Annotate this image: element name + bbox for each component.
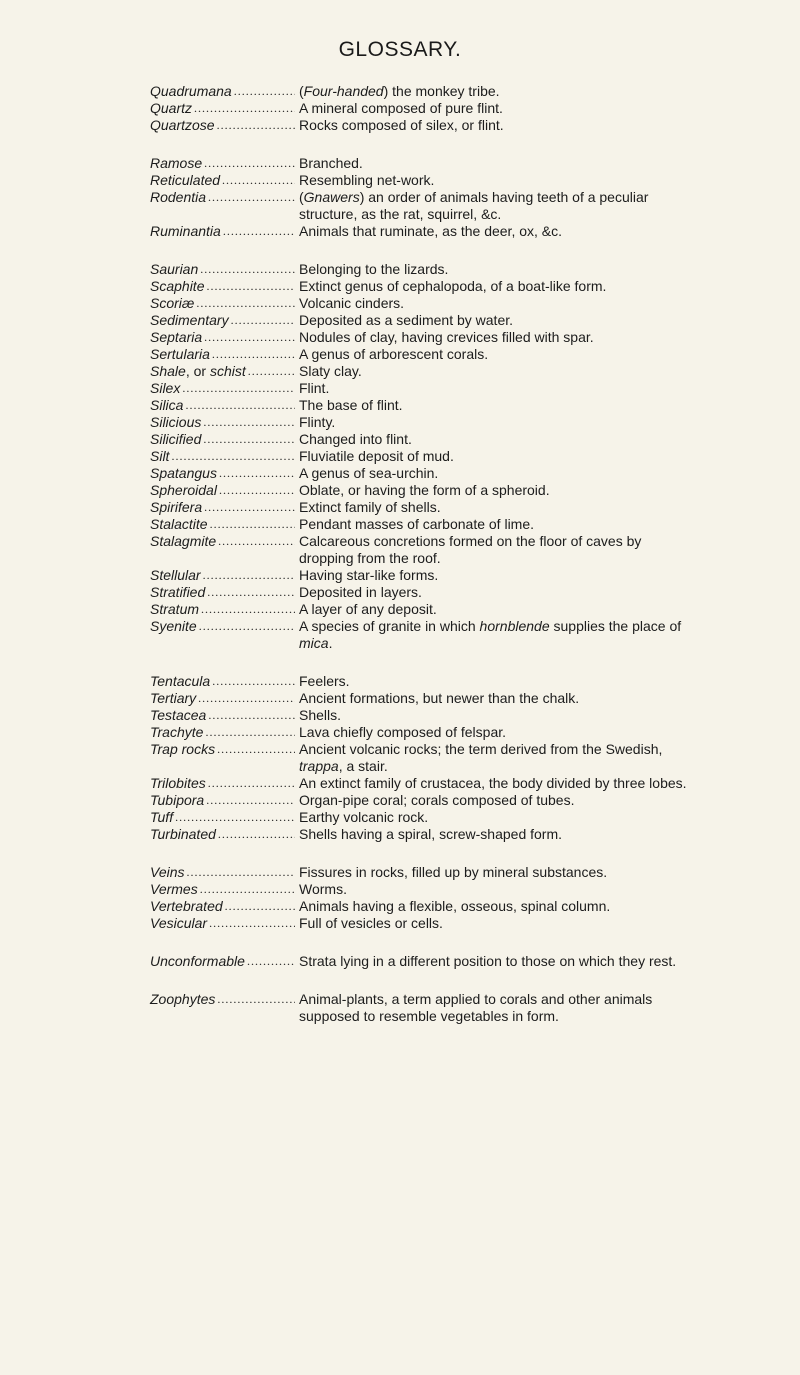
glossary-definition: Shells having a spiral, screw-shaped form. xyxy=(299,826,563,842)
dot-leader xyxy=(199,618,295,635)
dot-leader xyxy=(217,741,295,758)
glossary-term: Trap rocks xyxy=(150,741,216,757)
glossary-definition: Ancient formations, but newer than the chalk. xyxy=(299,690,580,706)
glossary-entry xyxy=(0,775,800,792)
glossary-entry xyxy=(0,601,800,618)
glossary-entry xyxy=(0,117,800,134)
glossary-definition: Volcanic cinders. xyxy=(299,295,405,311)
glossary-term-cell xyxy=(0,397,295,414)
dot-leader xyxy=(222,172,295,189)
glossary-term-cell xyxy=(0,881,295,898)
glossary-term: Ramose xyxy=(150,155,203,171)
dot-leader xyxy=(247,953,295,970)
glossary-entry xyxy=(0,261,800,278)
glossary-term: Vermes xyxy=(150,881,198,897)
glossary-definition: Resembling net-work. xyxy=(299,172,435,188)
glossary-term-cell xyxy=(0,189,295,206)
glossary-term-cell xyxy=(0,482,295,499)
glossary-entry xyxy=(0,533,800,567)
glossary-definition: Deposited as a sediment by water. xyxy=(299,312,514,328)
glossary-term: Reticulated xyxy=(150,172,221,188)
glossary-section xyxy=(0,991,800,1025)
glossary-definition: Lava chiefly composed of felspar. xyxy=(299,724,507,740)
dot-leader xyxy=(207,584,295,601)
glossary-term: Spheroidal xyxy=(150,482,217,498)
glossary-term-cell xyxy=(0,724,295,741)
glossary-definition: A layer of any deposit. xyxy=(299,601,437,617)
glossary-term-cell xyxy=(0,499,295,516)
glossary-definition: The base of flint. xyxy=(299,397,403,413)
glossary-term-cell xyxy=(0,826,295,843)
glossary-term: Silt xyxy=(150,448,170,464)
glossary-term-cell xyxy=(0,898,295,915)
glossary-definition: Slaty clay. xyxy=(299,363,362,379)
dot-leader xyxy=(200,261,295,278)
glossary-term-cell xyxy=(0,414,295,431)
glossary-term-cell xyxy=(0,792,295,809)
glossary-definition: Having star-like forms. xyxy=(299,567,439,583)
glossary-term: Stalagmite xyxy=(150,533,217,549)
glossary-term-cell xyxy=(0,363,295,380)
glossary-term-cell xyxy=(0,295,295,312)
glossary-term-cell xyxy=(0,707,295,724)
glossary-entry xyxy=(0,312,800,329)
glossary-entry xyxy=(0,278,800,295)
dot-leader xyxy=(217,991,295,1008)
glossary-entry xyxy=(0,380,800,397)
glossary-entry xyxy=(0,826,800,843)
glossary-definition: Pendant masses of carbonate of lime. xyxy=(299,516,535,532)
glossary-definition: Changed into flint. xyxy=(299,431,412,447)
glossary-entries xyxy=(0,83,800,1046)
dot-leader xyxy=(217,117,295,134)
dot-leader xyxy=(212,346,295,363)
glossary-term: Stellular xyxy=(150,567,201,583)
glossary-entry xyxy=(0,724,800,741)
glossary-definition: A genus of sea-urchin. xyxy=(299,465,439,481)
glossary-entry xyxy=(0,864,800,881)
glossary-entry xyxy=(0,618,800,652)
glossary-term: Silicious xyxy=(150,414,202,430)
glossary-term: Spatangus xyxy=(150,465,217,481)
glossary-term: Scaphite xyxy=(150,278,205,294)
glossary-term: Vertebrated xyxy=(150,898,223,914)
glossary-entry xyxy=(0,346,800,363)
glossary-term: Stalactite xyxy=(150,516,208,532)
glossary-term: Trilobites xyxy=(150,775,206,791)
dot-leader xyxy=(208,775,295,792)
glossary-definition: Fissures in rocks, filled up by mineral substances. xyxy=(299,864,608,880)
glossary-term-cell xyxy=(0,448,295,465)
glossary-section xyxy=(0,261,800,652)
glossary-definition: Fluviatile deposit of mud. xyxy=(299,448,454,464)
dot-leader xyxy=(208,189,295,206)
glossary-entry xyxy=(0,295,800,312)
glossary-entry xyxy=(0,915,800,932)
glossary-definition: Extinct family of shells. xyxy=(299,499,441,515)
glossary-term: Tuff xyxy=(150,809,174,825)
dot-leader xyxy=(171,448,295,465)
glossary-entry xyxy=(0,155,800,172)
glossary-term: Shale, or schist xyxy=(150,363,246,379)
glossary-term: Tubipora xyxy=(150,792,205,808)
glossary-definition: Strata lying in a different position to those on which they rest. xyxy=(299,953,677,969)
dot-leader xyxy=(225,898,295,915)
glossary-term-cell xyxy=(0,261,295,278)
dot-leader xyxy=(210,516,295,533)
glossary-term: Quartz xyxy=(150,100,193,116)
glossary-term-cell xyxy=(0,223,295,240)
dot-leader xyxy=(223,223,295,240)
glossary-definition: Worms. xyxy=(299,881,347,897)
dot-leader xyxy=(248,363,295,380)
glossary-term-cell xyxy=(0,516,295,533)
glossary-definition: Oblate, or having the form of a spheroid. xyxy=(299,482,550,498)
glossary-entry xyxy=(0,584,800,601)
glossary-entry xyxy=(0,397,800,414)
glossary-entry xyxy=(0,448,800,465)
glossary-term: Ruminantia xyxy=(150,223,221,239)
glossary-term: Zoophytes xyxy=(150,991,216,1007)
dot-leader xyxy=(205,724,295,741)
glossary-term: Stratum xyxy=(150,601,200,617)
glossary-term: Spirifera xyxy=(150,499,203,515)
dot-leader xyxy=(175,809,295,826)
glossary-term-cell xyxy=(0,601,295,618)
glossary-entry xyxy=(0,465,800,482)
dot-leader xyxy=(200,881,295,898)
glossary-term-cell xyxy=(0,380,295,397)
glossary-entry xyxy=(0,741,800,775)
glossary-term-cell xyxy=(0,155,295,172)
dot-leader xyxy=(206,278,295,295)
glossary-definition: Earthy volcanic rock. xyxy=(299,809,429,825)
glossary-term-cell xyxy=(0,809,295,826)
glossary-term-cell xyxy=(0,618,295,635)
glossary-term-cell xyxy=(0,465,295,482)
dot-leader xyxy=(206,792,295,809)
glossary-term-cell xyxy=(0,690,295,707)
glossary-definition: A species of granite in which hornblende supplies the place of mica. xyxy=(299,618,682,651)
glossary-definition: Shells. xyxy=(299,707,342,723)
dot-leader xyxy=(185,397,295,414)
glossary-term-cell xyxy=(0,117,295,134)
glossary-entry xyxy=(0,431,800,448)
dot-leader xyxy=(204,155,295,172)
glossary-term: Silica xyxy=(150,397,184,413)
glossary-entry xyxy=(0,991,800,1025)
glossary-definition: Extinct genus of cephalopoda, of a boat-like form. xyxy=(299,278,607,294)
glossary-entry xyxy=(0,673,800,690)
glossary-entry xyxy=(0,707,800,724)
glossary-definition: Calcareous concretions formed on the floor of caves by dropping from the roof. xyxy=(299,533,642,566)
glossary-definition: Full of vesicles or cells. xyxy=(299,915,443,931)
glossary-definition: Nodules of clay, having crevices filled with spar. xyxy=(299,329,594,345)
dot-leader xyxy=(204,499,295,516)
glossary-term-cell xyxy=(0,741,295,758)
glossary-term-cell xyxy=(0,567,295,584)
glossary-term: Tentacula xyxy=(150,673,211,689)
glossary-definition: Feelers. xyxy=(299,673,350,689)
glossary-term-cell xyxy=(0,172,295,189)
dot-leader xyxy=(231,312,295,329)
glossary-entry xyxy=(0,83,800,100)
dot-leader xyxy=(198,690,295,707)
glossary-entry xyxy=(0,172,800,189)
glossary-definition: An extinct family of crustacea, the body divided by three lobes. xyxy=(299,775,687,791)
dot-leader xyxy=(201,601,295,618)
dot-leader xyxy=(182,380,295,397)
glossary-term-cell xyxy=(0,278,295,295)
glossary-term-cell xyxy=(0,673,295,690)
glossary-definition: Flinty. xyxy=(299,414,336,430)
dot-leader xyxy=(209,915,295,932)
glossary-definition: Rocks composed of silex, or flint. xyxy=(299,117,504,133)
glossary-term-cell xyxy=(0,346,295,363)
dot-leader xyxy=(196,295,295,312)
dot-leader xyxy=(219,465,295,482)
dot-leader xyxy=(212,673,295,690)
glossary-definition: Deposited in layers. xyxy=(299,584,422,600)
glossary-term: Rodentia xyxy=(150,189,207,205)
glossary-term: Silicified xyxy=(150,431,202,447)
glossary-term-cell xyxy=(0,915,295,932)
glossary-term: Silex xyxy=(150,380,181,396)
glossary-entry xyxy=(0,189,800,223)
dot-leader xyxy=(203,567,295,584)
glossary-entry xyxy=(0,567,800,584)
glossary-entry xyxy=(0,329,800,346)
dot-leader xyxy=(204,329,295,346)
glossary-entry xyxy=(0,363,800,380)
glossary-entry xyxy=(0,414,800,431)
dot-leader xyxy=(194,100,295,117)
glossary-term-cell xyxy=(0,864,295,881)
glossary-section xyxy=(0,864,800,932)
glossary-term: Tertiary xyxy=(150,690,197,706)
glossary-entry xyxy=(0,482,800,499)
glossary-entry xyxy=(0,809,800,826)
dot-leader xyxy=(203,414,295,431)
glossary-entry xyxy=(0,953,800,970)
glossary-term: Sertularia xyxy=(150,346,210,362)
glossary-entry xyxy=(0,223,800,240)
glossary-term-cell xyxy=(0,83,295,100)
glossary-entry xyxy=(0,499,800,516)
glossary-definition: Organ-pipe coral; corals composed of tubes. xyxy=(299,792,575,808)
glossary-definition: Branched. xyxy=(299,155,363,171)
glossary-term: Septaria xyxy=(150,329,203,345)
glossary-entry xyxy=(0,100,800,117)
glossary-term-cell xyxy=(0,584,295,601)
glossary-entry xyxy=(0,792,800,809)
glossary-definition: A mineral composed of pure flint. xyxy=(299,100,503,116)
glossary-term: Trachyte xyxy=(150,724,204,740)
dot-leader xyxy=(219,482,295,499)
glossary-definition: (Gnawers) an order of animals having teeth of a peculiar structure, as the rat, squirrel, &c. xyxy=(299,189,649,222)
glossary-entry xyxy=(0,516,800,533)
dot-leader xyxy=(208,707,295,724)
glossary-term: Quartzose xyxy=(150,117,215,133)
glossary-entry xyxy=(0,690,800,707)
glossary-term: Unconformable xyxy=(150,953,245,969)
glossary-term-cell xyxy=(0,991,295,1008)
dot-leader xyxy=(218,826,295,843)
glossary-term-cell xyxy=(0,533,295,550)
glossary-term-cell xyxy=(0,100,295,117)
dot-leader xyxy=(203,431,295,448)
glossary-entry xyxy=(0,881,800,898)
glossary-term: Saurian xyxy=(150,261,199,277)
glossary-definition: Animal-plants, a term applied to corals and other animals supposed to resemble vegetables in form. xyxy=(299,991,653,1024)
glossary-definition: Belonging to the lizards. xyxy=(299,261,449,277)
glossary-section xyxy=(0,155,800,240)
glossary-definition: A genus of arborescent corals. xyxy=(299,346,489,362)
glossary-term-cell xyxy=(0,431,295,448)
glossary-section xyxy=(0,953,800,970)
glossary-term: Vesicular xyxy=(150,915,208,931)
glossary-term: Sedimentary xyxy=(150,312,229,328)
glossary-term-cell xyxy=(0,953,295,970)
page-title: GLOSSARY. xyxy=(338,38,462,61)
glossary-term-cell xyxy=(0,312,295,329)
glossary-term: Turbinated xyxy=(150,826,216,842)
glossary-term: Quadrumana xyxy=(150,83,232,99)
glossary-definition: Animals having a flexible, osseous, spinal column. xyxy=(299,898,611,914)
glossary-term: Testacea xyxy=(150,707,207,723)
glossary-definition: Flint. xyxy=(299,380,330,396)
glossary-term: Syenite xyxy=(150,618,197,634)
glossary-term: Veins xyxy=(150,864,185,880)
glossary-section xyxy=(0,83,800,134)
glossary-term-cell xyxy=(0,329,295,346)
dot-leader xyxy=(187,864,295,881)
glossary-definition: Animals that ruminate, as the deer, ox, &c. xyxy=(299,223,563,239)
glossary-definition: (Four-handed) the monkey tribe. xyxy=(299,83,500,99)
glossary-term: Scoriæ xyxy=(150,295,195,311)
glossary-term-cell xyxy=(0,775,295,792)
glossary-entry xyxy=(0,898,800,915)
glossary-section xyxy=(0,673,800,843)
glossary-term: Stratified xyxy=(150,584,206,600)
dot-leader xyxy=(218,533,295,550)
glossary-definition: Ancient volcanic rocks; the term derived from the Swedish, trappa, a stair. xyxy=(299,741,663,774)
dot-leader xyxy=(234,83,295,100)
